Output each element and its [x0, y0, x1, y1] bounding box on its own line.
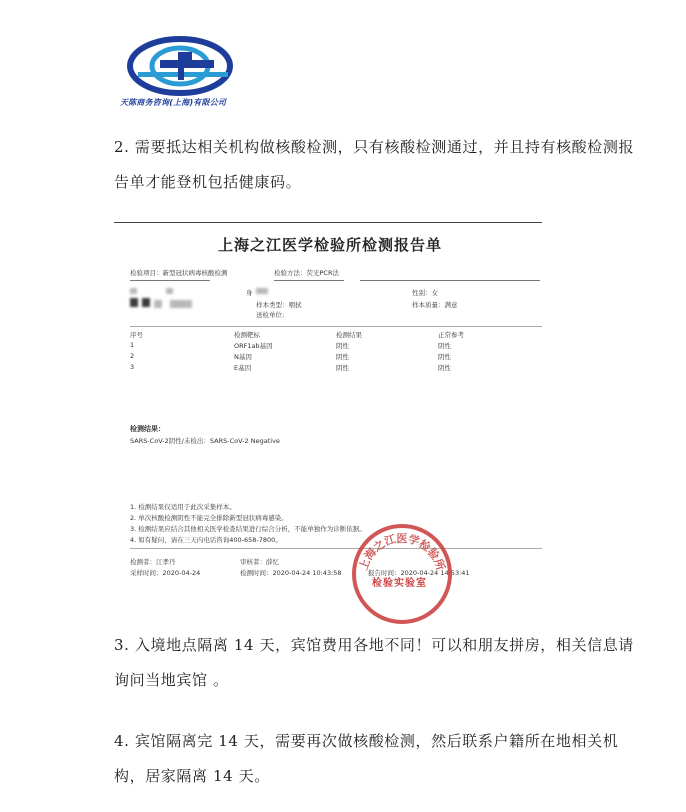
divider	[130, 326, 542, 327]
divider	[360, 280, 540, 281]
redacted-name	[142, 298, 150, 307]
sampling-time: 采样时间：2020-04-24	[130, 569, 201, 577]
redacted-field	[170, 300, 192, 308]
note-2: 2. 单次核酸检测阴性不能完全排除新型冠状病毒感染。	[130, 514, 288, 522]
report-top-rule	[114, 222, 542, 223]
redacted-name	[130, 298, 138, 307]
note-4: 4. 如有疑问，请在三天内电话咨询400-658-7800。	[130, 536, 282, 544]
table-header-target: 检测靶标	[234, 331, 260, 339]
report-title: 上海之江医学检验所检测报告单	[217, 236, 442, 254]
report-time: 报告时间：2020-04-24 14:53:41	[368, 569, 470, 577]
paragraph-4: 4. 宾馆隔离完 14 天，需要再次做核酸检测，然后联系户籍所在地相关机构，居家隔离 14 天。	[114, 732, 619, 785]
redacted-field	[130, 288, 137, 294]
redacted-field	[166, 288, 173, 294]
test-method: 检验方法：荧光PCR法	[274, 269, 339, 277]
table-cell: N基因	[234, 353, 252, 361]
table-cell: 阴性	[336, 364, 349, 372]
table-cell: 阴性	[438, 353, 451, 361]
table-cell: 阴性	[438, 364, 451, 372]
note-1: 1. 检测结果仅适用于此次采集样本。	[130, 503, 236, 511]
table-cell: ORF1ab基因	[234, 342, 273, 350]
id-label-fragment: 身	[246, 289, 253, 297]
tester: 检测者：江孝丹	[130, 558, 176, 566]
submitting-unit: 送检单位：	[256, 311, 289, 319]
logo-company-name: 天陈商务咨询(上海)有限公司	[120, 98, 227, 107]
note-3: 3. 检测结果应结合其他相关医学检查结果进行综合分析，不能单独作为诊断依据。	[130, 525, 366, 533]
result-value: SARS-CoV-2阴性/未检出：SARS-CoV-2 Negative	[130, 437, 280, 445]
seal-center-text: 检验实验室	[372, 578, 427, 589]
table-header-no: 序号	[130, 331, 143, 339]
table-cell: 3	[130, 363, 135, 371]
gender-field: 性别：女	[412, 289, 438, 297]
paragraph-3: 3. 入境地点隔离 14 天，宾馆费用各地不同！可以和朋友拼房，相关信息请询问当地宾馆 。	[114, 636, 634, 689]
table-cell: E基因	[234, 364, 252, 372]
redacted-field	[256, 288, 268, 294]
divider	[130, 548, 542, 549]
divider	[130, 280, 210, 281]
test-item: 检验项目：新型冠状病毒核酸检测	[130, 269, 228, 277]
testing-time: 检测时间：2020-04-24 10:43:58	[240, 569, 342, 577]
reviewer: 审核者：薛忆	[240, 558, 279, 566]
redacted-field	[154, 300, 162, 308]
sample-quality: 样本质量：满意	[412, 301, 458, 309]
seal-top-text: 上海之江医学检验所	[356, 532, 448, 572]
table-cell: 阴性	[336, 353, 349, 361]
paragraph-2: 2. 需要抵达相关机构做核酸检测，只有核酸检测通过，并且持有核酸检测报告单才能登机包括健康码。	[114, 138, 635, 191]
table-cell: 2	[130, 352, 135, 360]
table-cell: 阴性	[438, 342, 451, 350]
result-label: 检测结果：	[130, 425, 165, 433]
table-cell: 阴性	[336, 342, 349, 350]
table-header-reference: 正常参考	[438, 331, 464, 339]
test-report	[114, 216, 546, 608]
divider	[274, 280, 344, 281]
table-cell: 1	[130, 341, 135, 349]
table-header-result: 检测结果	[336, 331, 362, 339]
sample-type: 样本类型：咽拭	[256, 301, 302, 309]
